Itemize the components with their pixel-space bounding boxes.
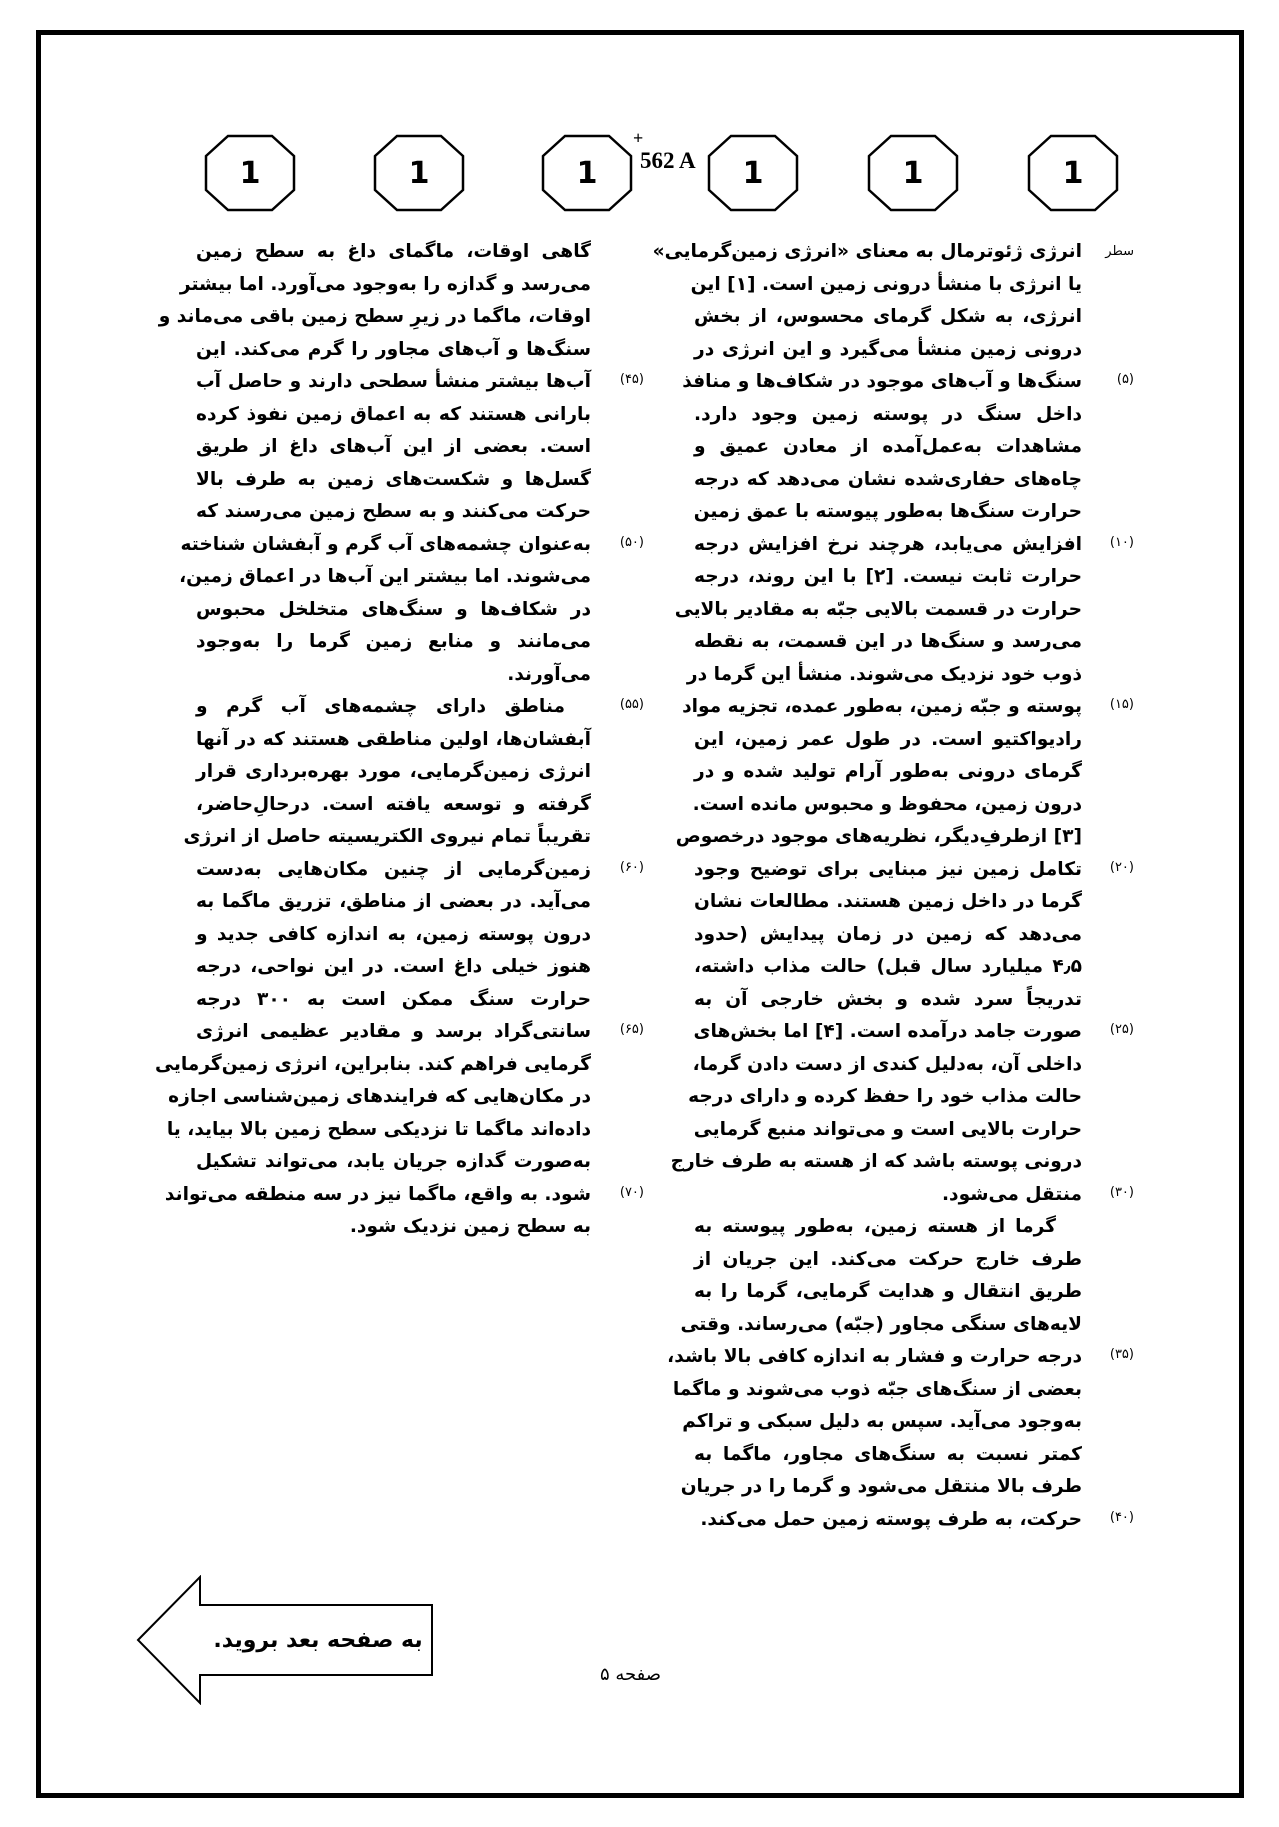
- answer-header: [0, 0, 1279, 230]
- passage-line: مناطق دارای چشمه‌های آب گرم و: [196, 696, 565, 717]
- passage-line: آبفشان‌ها، اولین مناطقی هستند که در آنها: [196, 728, 591, 750]
- passage-line: آب‌ها بیشتر منشأ سطحی دارند و حاصل آب: [196, 371, 591, 392]
- passage-line: گاهی اوقات، ماگمای داغ به سطح زمین: [196, 241, 591, 262]
- line-number: (۵۰): [619, 534, 644, 550]
- passage-line: انرژی ژئوترمال به معنای «انرژی زمین‌گرمایی»: [652, 241, 1082, 262]
- passage-line: پوسته و جبّه زمین، به‌طور عمده، تجزیه مواد: [682, 696, 1082, 717]
- passage-line: حرارت سنگ‌ها به‌طور پیوسته با عمق زمین: [693, 501, 1082, 522]
- passage-line: حرکت می‌کنند و به سطح زمین می‌رسند که: [196, 501, 591, 522]
- line-number: (۳۰): [1109, 1184, 1134, 1200]
- page-number: صفحه ۵: [600, 1664, 662, 1685]
- passage-line: رادیواکتیو است. در طول عمر زمین، این: [694, 728, 1082, 750]
- passage-line: می‌دهد که زمین در زمان پیدایش (حدود: [694, 923, 1082, 945]
- line-number: (۲۰): [1109, 859, 1134, 875]
- passage-line: به سطح زمین نزدیک شود.: [349, 1216, 591, 1237]
- passage-line: چاه‌های حفاری‌شده نشان می‌دهد که درجه: [694, 468, 1082, 490]
- score-box: 1: [541, 134, 633, 212]
- score-box: 1: [373, 134, 465, 212]
- passage-column-right: [652, 236, 1083, 1536]
- passage-line: ۴٫۵ میلیارد سال قبل) حالت مذاب داشته،: [694, 956, 1082, 977]
- passage-line: درجه حرارت و فشار به اندازه کافی بالا باشد،: [667, 1346, 1082, 1367]
- passage-line: به‌وجود می‌آید. سپس به دلیل سبکی و تراکم: [682, 1411, 1082, 1432]
- passage-line: یا انرژی با منشأ درونی زمین است. [۱] این: [690, 273, 1082, 295]
- passage-line: افزایش می‌یابد، هرچند نرخ افزایش درجه: [694, 533, 1082, 555]
- passage-line: طریق انتقال و هدایت گرمایی، گرما را به: [694, 1281, 1082, 1302]
- line-number: (۴۵): [619, 372, 644, 387]
- passage-line: بعضی از سنگ‌های جبّه ذوب می‌شوند و ماگما: [672, 1378, 1082, 1400]
- line-number: (۶۰): [619, 859, 644, 875]
- passage-line: حرارت ثابت نیست. [۲] با این روند، درجه: [694, 566, 1083, 587]
- passage-line: صورت جامد درآمده است. [۴] اما بخش‌های: [693, 1021, 1082, 1042]
- passage-line: گرمایی فراهم کند. بنابراین، انرژی زمین‌گرمایی: [155, 1053, 591, 1075]
- line-number: (۳۵): [1109, 1347, 1134, 1362]
- passage-line: گرمای درونی به‌طور آرام تولید شده و در: [694, 761, 1082, 782]
- plus-mark: +: [633, 128, 644, 148]
- passage-line: بارانی هستند که به اعماق زمین نفوذ کرده: [196, 403, 591, 425]
- passage-line: شود. به واقع، ماگما نیز در سه منطقه می‌تواند: [164, 1183, 591, 1205]
- passage-line: درون پوسته زمین، به اندازه کافی جدید و: [196, 923, 591, 945]
- passage-line: گرفته و توسعه یافته است. درحالِ‌حاضر،: [196, 793, 591, 815]
- passage-line: حالت مذاب خود را حفظ کرده و دارای درجه: [688, 1086, 1082, 1107]
- passage-line: مشاهدات به‌عمل‌آمده از معادن عمیق و: [694, 436, 1082, 457]
- line-number: (۷۰): [619, 1184, 644, 1200]
- score-box: 1: [867, 134, 959, 212]
- passage-line: تدریجاً سرد شده و بخش خارجی آن به: [694, 988, 1082, 1010]
- passage-line: در شکاف‌ها و سنگ‌های متخلخل محبوس: [196, 598, 591, 620]
- passage-line: داخلی آن، به‌دلیل کندی از دست دادن گرما،: [692, 1053, 1082, 1075]
- passage-line: می‌آید. در بعضی از مناطق، تزریق ماگما به: [196, 891, 591, 912]
- passage-line: داده‌اند ماگما تا نزدیکی سطح زمین بالا بیاید، یا: [166, 1118, 591, 1140]
- passage-line: حرارت در قسمت بالایی جبّه به مقادیر بالایی: [674, 598, 1082, 620]
- line-number: (۵): [1116, 372, 1134, 387]
- passage-line: می‌مانند و منابع زمین گرما را به‌وجود: [196, 631, 591, 652]
- line-label: سطر: [1105, 244, 1134, 259]
- passage-line: طرف خارج حرکت می‌کند. این جریان از: [694, 1248, 1082, 1270]
- passage-line: گرما از هسته زمین، به‌طور پیوسته به: [694, 1216, 1056, 1237]
- passage-column-left: [155, 236, 591, 1244]
- passage-line: درون زمین، محفوظ و محبوس مانده است.: [692, 793, 1082, 815]
- passage-line: تقریباً تمام نیروی الکتریسیته حاصل از انرژی: [183, 826, 591, 847]
- passage-line: می‌شوند. اما بیشتر این آب‌ها در اعماق زمین،: [179, 566, 591, 587]
- line-number: (۱۵): [1109, 697, 1134, 712]
- line-number: (۶۵): [619, 1022, 644, 1037]
- passage-line: درونی پوسته باشد که از هسته به طرف خارج: [670, 1151, 1082, 1172]
- score-box: 1: [707, 134, 799, 212]
- passage-line: سنگ‌ها و آب‌های موجود در شکاف‌ها و منافذ: [682, 371, 1082, 392]
- passage-line: تکامل زمین نیز مبنایی برای توضیح وجود: [694, 858, 1082, 880]
- passage-line: ذوب خود نزدیک می‌شوند. منشأ این گرما در: [686, 663, 1082, 685]
- passage-line: حرارت سنگ ممکن است به ۳۰۰ درجه: [196, 988, 591, 1010]
- line-number: (۲۵): [1109, 1022, 1134, 1037]
- score-box: 1: [204, 134, 296, 212]
- passage-line: منتقل می‌شود.: [941, 1183, 1082, 1205]
- line-number: (۵۵): [619, 697, 644, 712]
- passage-line: به‌صورت گدازه جریان یابد، می‌تواند تشکیل: [196, 1151, 591, 1172]
- passage-line: کمتر نسبت به سنگ‌های مجاور، ماگما به: [694, 1443, 1082, 1465]
- passage-line: [۳] ازطرفِ‌دیگر، نظریه‌های موجود درخصوص: [675, 826, 1082, 847]
- score-box: 1: [1027, 134, 1119, 212]
- passage-line: گسل‌ها و شکست‌های زمین به طرف بالا: [196, 468, 591, 490]
- passage-line: انرژی زمین‌گرمایی، مورد بهره‌برداری قرار: [196, 761, 591, 782]
- passage-line: درونی زمین منشأ می‌گیرد و این انرژی در: [694, 338, 1082, 360]
- passage-line: اوقات، ماگما در زیرِ سطح زمین باقی می‌ماند و: [158, 306, 591, 327]
- next-page-text: به صفحه بعد بروید.: [213, 1627, 423, 1653]
- passage-line: است. بعضی از این آب‌های داغ از طریق: [196, 436, 591, 457]
- passage-line: حرکت، به طرف پوسته زمین حمل می‌کند.: [700, 1508, 1082, 1530]
- passage-line: می‌آورند.: [507, 663, 591, 685]
- passage-line: طرف بالا منتقل می‌شود و گرما را در جریان: [680, 1476, 1082, 1497]
- passage-line: می‌رسد و سنگ‌ها در این قسمت، به نقطه: [694, 631, 1082, 652]
- line-number: (۱۰): [1109, 534, 1134, 550]
- passage-line: گرما در داخل زمین هستند. مطالعات نشان: [694, 891, 1082, 912]
- passage-line: داخل سنگ در پوسته زمین وجود دارد.: [694, 403, 1082, 425]
- passage-line: سنگ‌ها و آب‌های مجاور را گرم می‌کند. این: [196, 338, 591, 360]
- passage-line: زمین‌گرمایی از چنین مکان‌هایی به‌دست: [196, 858, 591, 880]
- passage-line: انرژی، به شکل گرمای محسوس، از بخش: [694, 306, 1082, 327]
- passage-line: سانتی‌گراد برسد و مقادیر عظیمی انرژی: [196, 1021, 591, 1042]
- booklet-code: + 562 A: [633, 128, 696, 173]
- next-page-arrow: [136, 1575, 436, 1705]
- passage-line: لایه‌های سنگی مجاور (جبّه) می‌رساند. وقتی: [680, 1313, 1082, 1335]
- passage-line: به‌عنوان چشمه‌های آب گرم و آبفشان شناخته: [180, 533, 591, 555]
- passage-line: حرارت بالایی است و می‌تواند منبع گرمایی: [693, 1118, 1082, 1140]
- passage-line: می‌رسد و گدازه را به‌وجود می‌آورد. اما بیشتر: [179, 273, 591, 295]
- line-number: (۴۰): [1109, 1509, 1134, 1525]
- passage-line: هنوز خیلی داغ است. در این نواحی، درجه: [196, 956, 591, 977]
- passage-line: در مکان‌هایی که فرایندهای زمین‌شناسی اجازه: [168, 1086, 591, 1107]
